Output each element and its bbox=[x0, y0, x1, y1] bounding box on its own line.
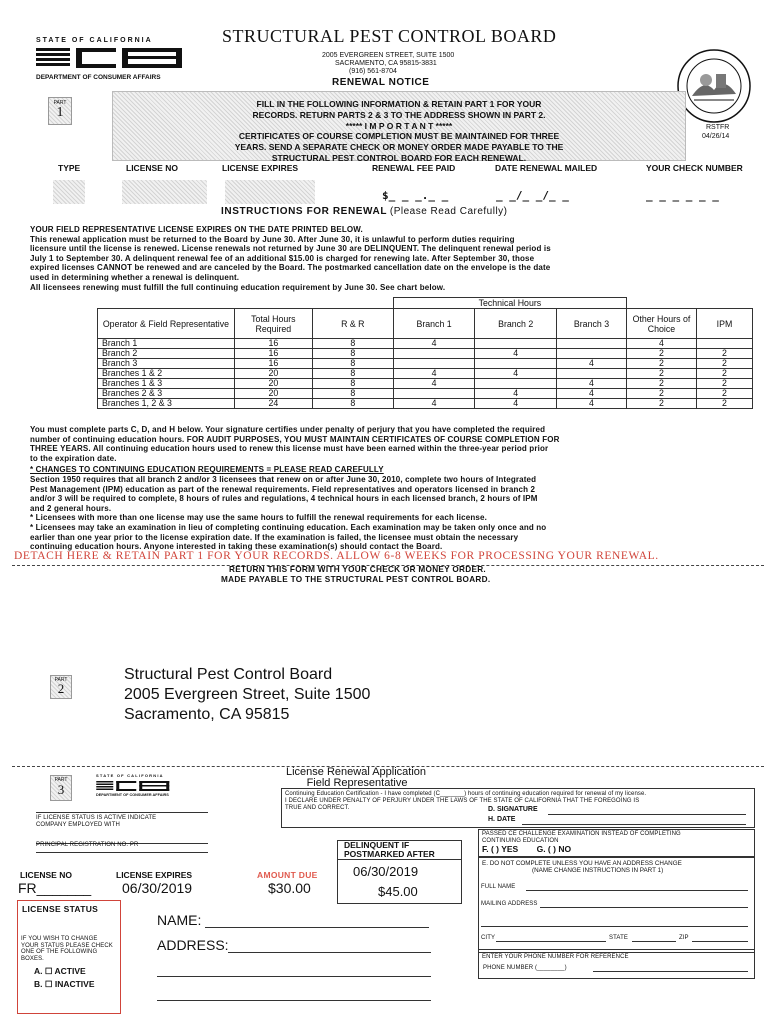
hours-cell bbox=[393, 389, 475, 399]
phone-box bbox=[478, 949, 755, 979]
form-code: RSTFR bbox=[706, 124, 730, 131]
instr-line: This renewal application must be returned to the Board by June 30. After June 30, it is unlawful to perform duties requiring bbox=[30, 234, 515, 244]
note-line: Pest Management (IPM) education as part of the renewal requirements. Field representatives and operators licensed in branch 2 bbox=[30, 484, 536, 494]
note-line: Section 1950 requires that all branch 2 and/or 3 licensees that renew on or after June 30, 2010, complete two hours of Integrated bbox=[30, 474, 537, 484]
hours-cell: 4 bbox=[475, 369, 557, 379]
license-status-box bbox=[17, 900, 121, 1014]
status-inactive-option[interactable]: B. ☐ INACTIVE bbox=[34, 979, 95, 989]
instructions-heading bbox=[221, 206, 508, 217]
form-date: 04/26/14 bbox=[702, 133, 730, 140]
hours-cell: 2 bbox=[626, 349, 696, 359]
note-line: number of continuing education hours. FOR AUDIT PURPOSES, YOU MUST MAINTAIN CERTIFICATES OF COURSE COMPLETION FOR bbox=[30, 434, 560, 444]
passed-line-2: CONTINUING EDUCATION bbox=[482, 837, 559, 844]
box-line-5: YEARS. SEND A SEPARATE CHECK OR MONEY ORDER MADE PAYABLE TO THE bbox=[234, 142, 564, 153]
state-of-california-small: STATE OF CALIFORNIA bbox=[96, 773, 164, 778]
row-label-cell: Branch 3 bbox=[98, 359, 235, 369]
hours-cell: 4 bbox=[557, 379, 627, 389]
signature-line bbox=[548, 814, 746, 815]
hours-cell: 2 bbox=[626, 379, 696, 389]
instr-line: YOUR FIELD REPRESENTATIVE LICENSE EXPIRES ON THE DATE PRINTED BELOW. bbox=[30, 225, 363, 234]
hdr-ipm: IPM bbox=[696, 309, 752, 339]
cert-line-3: TRUE AND CORRECT. bbox=[285, 805, 350, 811]
hours-cell: 2 bbox=[696, 379, 752, 389]
table-row bbox=[98, 379, 753, 389]
hdr-other: Other Hours of Choice bbox=[626, 309, 696, 339]
hours-cell: 16 bbox=[234, 349, 312, 359]
detach-line: DETACH HERE & RETAIN PART 1 FOR YOUR RECORDS. ALLOW 6-8 WEEKS FOR PROCESSING YOUR RENEWAL. bbox=[14, 550, 659, 562]
company-label: IF LICENSE STATUS IS ACTIVE INDICATE COMPANY EMPLOYED WITH bbox=[36, 815, 157, 828]
mailing-address-field-2[interactable] bbox=[481, 926, 748, 927]
hours-cell: 4 bbox=[626, 339, 696, 349]
full-name-label: FULL NAME bbox=[481, 884, 516, 890]
phone-number-label: PHONE NUMBER (________) bbox=[483, 965, 567, 971]
passed-line-1: PASSED CE CHALLENGE EXAMINATION INSTEAD OF COMPLETING bbox=[482, 831, 681, 837]
row-label-cell: Branch 2 bbox=[98, 349, 235, 359]
box-line-3: ***** I M P O R T A N T ***** bbox=[345, 120, 453, 131]
address-field[interactable] bbox=[228, 952, 431, 953]
amount-due-label: AMOUNT DUE bbox=[257, 870, 318, 880]
license-expires-value: 06/30/2019 bbox=[122, 880, 193, 896]
hours-cell: 4 bbox=[393, 379, 475, 389]
col-renewal-fee: RENEWAL FEE PAID bbox=[372, 163, 456, 173]
hours-cell: 2 bbox=[696, 359, 752, 369]
principal-registration-field[interactable] bbox=[36, 840, 208, 853]
hdr-operator: Operator & Field Representative bbox=[98, 309, 235, 339]
hours-cell: 2 bbox=[626, 359, 696, 369]
notes-paragraph bbox=[30, 425, 762, 552]
hours-cell bbox=[557, 369, 627, 379]
row-label-cell: Branches 1 & 3 bbox=[98, 379, 235, 389]
hours-cell: 4 bbox=[475, 399, 557, 409]
part-1-badge bbox=[48, 97, 72, 125]
address-field-2[interactable] bbox=[157, 976, 431, 977]
board-address-1: 2005 EVERGREEN STREET, SUITE 1500 bbox=[322, 52, 455, 59]
ce-challenge-box bbox=[478, 829, 755, 857]
license-no-value: FR_______ bbox=[18, 880, 92, 896]
hours-cell: 16 bbox=[234, 339, 312, 349]
hours-cell: 2 bbox=[626, 399, 696, 409]
status-active-option[interactable]: A. ☐ ACTIVE bbox=[34, 966, 86, 976]
row-label-cell: Branches 1 & 2 bbox=[98, 369, 235, 379]
dca-logo bbox=[36, 48, 191, 75]
row-label-cell: Branch 1 bbox=[98, 339, 235, 349]
address-line-3: Sacramento, CA 95815 bbox=[124, 706, 290, 723]
changes-heading: * CHANGES TO CONTINUING EDUCATION REQUIREMENTS = PLEASE READ CAREFULLY bbox=[30, 465, 384, 475]
name-label: NAME: bbox=[157, 912, 202, 928]
license-no-label: LICENSE NO bbox=[20, 870, 72, 880]
part-label: PART bbox=[54, 677, 68, 683]
date-mailed-field[interactable]: _ _/_ _/_ _ bbox=[496, 189, 569, 202]
table-row bbox=[98, 359, 753, 369]
delinquent-box bbox=[337, 840, 462, 860]
col-license-no: LICENSE NO bbox=[126, 163, 178, 173]
hours-cell: 8 bbox=[312, 349, 393, 359]
license-status-title: LICENSE STATUS bbox=[22, 904, 99, 914]
renewal-fee-field[interactable]: $_ _ _._ _ bbox=[382, 189, 449, 202]
name-field[interactable] bbox=[205, 927, 429, 928]
license-status-text: IF YOU WISH TO CHANGE YOUR STATUS PLEASE CHECK ONE OF THE FOLLOWING BOXES. bbox=[21, 936, 113, 962]
hours-cell: 4 bbox=[557, 389, 627, 399]
hours-cell: 16 bbox=[234, 359, 312, 369]
col-license-expires: LICENSE EXPIRES bbox=[222, 163, 299, 173]
instr-line: All licensees renewing must fulfill the full continuing education requirement by June 30. See chart below. bbox=[30, 282, 446, 292]
california-seal bbox=[676, 48, 752, 129]
hdr-branch3: Branch 3 bbox=[557, 309, 627, 339]
hours-cell: 2 bbox=[626, 389, 696, 399]
state-of-california-label: STATE OF CALIFORNIA bbox=[36, 37, 153, 44]
instr-line: expired licenses CANNOT be renewed and are canceled by the Board. The postmarked cancellation date on the envelope is the date bbox=[30, 263, 551, 273]
hours-cell: 8 bbox=[312, 339, 393, 349]
delinquent-line-2: POSTMARKED AFTER bbox=[344, 849, 435, 859]
date-line[interactable] bbox=[522, 824, 746, 825]
hdr-branch1: Branch 1 bbox=[393, 309, 475, 339]
phone-number-field[interactable] bbox=[593, 971, 748, 972]
e-line-2: (NAME CHANGE INSTRUCTIONS IN PART 1) bbox=[532, 867, 664, 874]
license-expires-value-box bbox=[225, 180, 315, 204]
hdr-rr: R & R bbox=[312, 309, 393, 339]
part-number: 2 bbox=[57, 681, 65, 696]
mailing-address-label: MAILING ADDRESS bbox=[481, 901, 538, 907]
hours-cell: 8 bbox=[312, 399, 393, 409]
part-3-badge bbox=[50, 775, 72, 801]
instr-line: used in determining whether a renewal is delinquent. bbox=[30, 272, 240, 282]
box-line-2: RECORDS. RETURN PARTS 2 & 3 TO THE ADDRESS SHOWN IN PART 2. bbox=[252, 109, 546, 120]
part-label: PART bbox=[54, 777, 68, 783]
delinquent-line-1: DELINQUENT IF bbox=[344, 840, 410, 850]
instr-line: July 1 to September 30. A delinquent renewal fee of an additional $15.00 is charged for renewing late. After September 30, those bbox=[30, 253, 535, 263]
mailing-address-field[interactable] bbox=[540, 907, 748, 908]
col-date-mailed: DATE RENEWAL MAILED bbox=[495, 163, 598, 173]
col-check-number: YOUR CHECK NUMBER bbox=[646, 163, 743, 173]
hours-cell bbox=[475, 379, 557, 389]
ce-no-option[interactable]: G. ( ) NO bbox=[536, 844, 572, 854]
note-line: continuing education hours. Anyone interested in taking these examination(s) should contact the Board. bbox=[30, 542, 443, 552]
hours-cell bbox=[557, 349, 627, 359]
part-number: 1 bbox=[56, 105, 64, 120]
hours-cell: 24 bbox=[234, 399, 312, 409]
note-line: THREE YEARS. All continuing education hours used to renew this license must have been earned within the three-year period prior bbox=[30, 444, 549, 454]
zip-label: ZIP bbox=[679, 935, 689, 941]
hours-cell bbox=[696, 339, 752, 349]
signature-field[interactable] bbox=[488, 806, 748, 813]
hours-cell: 4 bbox=[393, 399, 475, 409]
technical-hours-header: Technical Hours bbox=[393, 298, 626, 309]
table-row bbox=[98, 389, 753, 399]
hdr-total: Total Hours Required bbox=[234, 309, 312, 339]
zip-field[interactable] bbox=[692, 941, 748, 942]
check-number-field[interactable]: _ _ _ _ _ _ bbox=[646, 189, 719, 202]
instructions-title: INSTRUCTIONS FOR RENEWAL bbox=[221, 206, 388, 217]
cert-line-2: I DECLARE UNDER PENALTY OF PERJURY UNDER THE LAWS OF THE STATE OF CALIFORNIA THAT THE FOREGOING IS bbox=[285, 798, 640, 804]
renewal-notice-title: RENEWAL NOTICE bbox=[332, 77, 430, 88]
cert-line-1: Continuing Education Certification - I have completed (C_______) hours of continuing education required for renewal of my license. bbox=[285, 791, 647, 797]
amount-due-value: $30.00 bbox=[268, 880, 311, 896]
row-label-cell: Branches 1, 2 & 3 bbox=[98, 399, 235, 409]
address-line-1: Structural Pest Control Board bbox=[124, 666, 333, 683]
instructions-paragraph bbox=[30, 225, 762, 292]
ce-yes-option[interactable]: F. ( ) YES bbox=[482, 844, 519, 854]
application-title-1: License Renewal Application bbox=[286, 766, 427, 778]
city-field[interactable] bbox=[496, 941, 606, 942]
note-line: and 2 general hours. bbox=[30, 503, 112, 513]
hours-cell: 20 bbox=[234, 379, 312, 389]
note-line: to the expiration date. bbox=[30, 453, 117, 463]
full-name-field[interactable] bbox=[526, 890, 748, 891]
instructions-subtitle: (Please Read Carefully) bbox=[389, 206, 508, 217]
note-line: You must complete parts C, D, and H below. Your signature certifies under penalty of perjury that you have completed the required bbox=[30, 425, 546, 434]
state-label: STATE bbox=[609, 935, 628, 941]
hours-cell bbox=[475, 359, 557, 369]
instr-line: licensure until the license is renewed. License renewals not returned by June 30 are DELINQUENT. The delinquent renewal period is bbox=[30, 244, 551, 254]
department-label: DEPARTMENT OF CONSUMER AFFAIRS bbox=[36, 74, 161, 81]
hours-cell: 2 bbox=[626, 369, 696, 379]
note-line: * Licensees with more than one license may use the same hours to fulfill the renewal requirements for each license. bbox=[30, 513, 487, 523]
part-2-badge bbox=[50, 675, 72, 699]
e-line-1: E. DO NOT COMPLETE UNLESS YOU HAVE AN ADDRESS CHANGE bbox=[482, 860, 682, 867]
hours-cell: 2 bbox=[696, 369, 752, 379]
license-expires-label: LICENSE EXPIRES bbox=[116, 870, 193, 880]
city-label: CITY bbox=[481, 935, 496, 941]
type-value-box bbox=[53, 180, 85, 204]
mailing-address-block bbox=[124, 665, 370, 725]
hours-cell: 2 bbox=[696, 389, 752, 399]
application-title-2: Field Representative bbox=[306, 777, 408, 789]
hdr-branch2: Branch 2 bbox=[475, 309, 557, 339]
hours-cell: 8 bbox=[312, 389, 393, 399]
signature-label: D. SIGNATURE bbox=[488, 806, 538, 813]
hours-cell: 8 bbox=[312, 379, 393, 389]
box-line-4: CERTIFICATES OF COURSE COMPLETION MUST BE MAINTAINED FOR THREE bbox=[238, 131, 560, 142]
table-row bbox=[98, 369, 753, 379]
hours-cell: 2 bbox=[696, 349, 752, 359]
payable-line: MADE PAYABLE TO THE STRUCTURAL PEST CONTROL BOARD. bbox=[221, 575, 491, 584]
address-line-2: 2005 Evergreen Street, Suite 1500 bbox=[124, 686, 371, 703]
state-field[interactable] bbox=[632, 941, 676, 942]
application-title bbox=[286, 767, 426, 789]
ce-hours-table bbox=[97, 297, 753, 409]
table-row bbox=[98, 349, 753, 359]
table-row bbox=[98, 339, 753, 349]
box-line-1: FILL IN THE FOLLOWING INFORMATION & RETAIN PART 1 FOR YOUR bbox=[256, 99, 542, 109]
date-field-label: H. DATE bbox=[488, 816, 516, 823]
hours-cell: 4 bbox=[393, 339, 475, 349]
license-no-value-box bbox=[122, 180, 207, 204]
part-1-instruction-box bbox=[112, 91, 686, 161]
phone-reference-label: ENTER YOUR PHONE NUMBER FOR REFERENCE bbox=[482, 954, 629, 960]
board-title: STRUCTURAL PEST CONTROL BOARD bbox=[222, 26, 557, 46]
note-line: earlier than one year prior to the license expiration date. If the examination is failed, the licensee must obtain the necessary bbox=[30, 532, 519, 542]
table-row bbox=[98, 399, 753, 409]
return-form-line: RETURN THIS FORM WITH YOUR CHECK OR MONEY ORDER. bbox=[229, 565, 486, 574]
hours-cell bbox=[557, 339, 627, 349]
box-line-6: STRUCTURAL PEST CONTROL BOARD FOR EACH RENEWAL. bbox=[271, 152, 527, 163]
address-field-3[interactable] bbox=[157, 1000, 431, 1001]
department-small: DEPARTMENT OF CONSUMER AFFAIRS bbox=[96, 793, 169, 797]
hours-cell: 20 bbox=[234, 369, 312, 379]
hours-cell: 4 bbox=[393, 369, 475, 379]
note-line: and/or 3 will be required to complete, 8 hours of rules and regulations, 4 technical hours in each licensed branch, 2 hours of IPM bbox=[30, 494, 538, 504]
hours-cell: 2 bbox=[696, 399, 752, 409]
hours-cell bbox=[393, 359, 475, 369]
part-number: 3 bbox=[57, 782, 65, 797]
board-address-2: SACRAMENTO, CA 95815-3831 bbox=[335, 60, 437, 67]
row-label-cell: Branches 2 & 3 bbox=[98, 389, 235, 399]
hours-cell: 8 bbox=[312, 369, 393, 379]
late-amount: $45.00 bbox=[378, 884, 418, 899]
part-label: PART bbox=[53, 100, 67, 106]
principal-label: PRINCIPAL REGISTRATION NO. PR bbox=[36, 842, 139, 848]
hours-cell: 4 bbox=[557, 399, 627, 409]
col-type: TYPE bbox=[58, 163, 81, 173]
postmark-date: 06/30/2019 bbox=[353, 864, 419, 879]
hours-cell: 20 bbox=[234, 389, 312, 399]
address-label: ADDRESS: bbox=[157, 937, 229, 953]
note-line: * Licensees may take an examination in lieu of completing continuing education. Each examination may be taken only once and no bbox=[30, 522, 547, 532]
board-phone: (916) 561-8704 bbox=[349, 68, 397, 75]
hours-cell: 4 bbox=[475, 389, 557, 399]
hours-cell: 8 bbox=[312, 359, 393, 369]
hours-cell: 4 bbox=[557, 359, 627, 369]
hours-cell bbox=[393, 349, 475, 359]
hours-cell: 4 bbox=[475, 349, 557, 359]
hours-cell bbox=[475, 339, 557, 349]
